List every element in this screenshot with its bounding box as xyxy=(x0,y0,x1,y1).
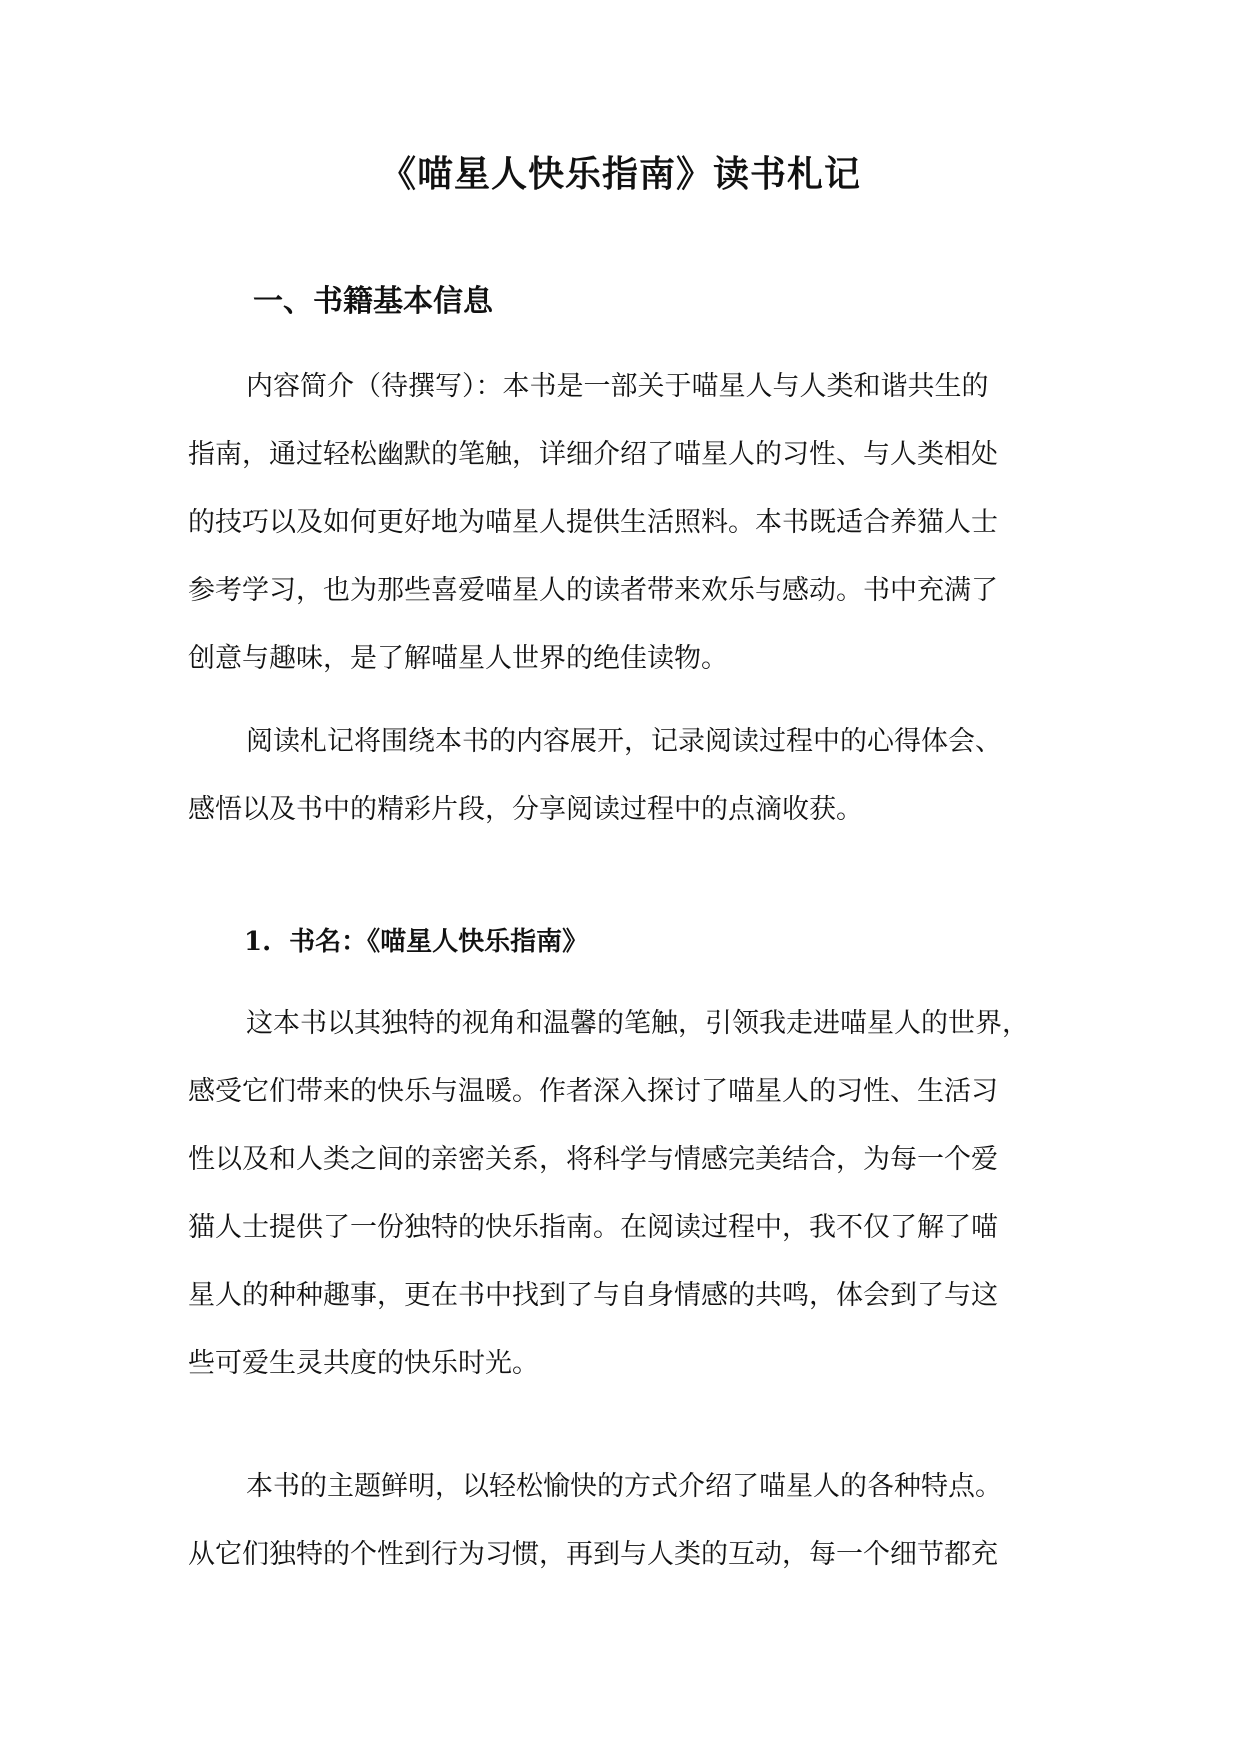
body-line: 性以及和人类之间的亲密关系，将科学与情感完美结合，为每一个爱 xyxy=(188,1144,998,1175)
section-heading-book-info: 一、书籍基本信息 xyxy=(253,284,493,319)
subsection-heading-book-name xyxy=(244,922,588,962)
subsection-heading-text: 书名：《喵星人快乐指南》 xyxy=(289,927,589,957)
intro-line: 的技巧以及如何更好地为喵星人提供生活照料。本书既适合养猫人士 xyxy=(188,507,998,538)
body-line: 这本书以其独特的视角和温馨的笔触，引领我走进喵星人的世界， xyxy=(246,1008,1029,1039)
reading-notes-paragraph xyxy=(188,708,1058,844)
body-line: 从它们独特的个性到行为习惯，再到与人类的互动，每一个细节都充 xyxy=(188,1539,998,1570)
intro-line: 创意与趣味，是了解喵星人世界的绝佳读物。 xyxy=(188,643,728,674)
body-paragraph xyxy=(188,1453,1058,1589)
intro-line: 指南，通过轻松幽默的笔触，详细介绍了喵星人的习性、与人类相处 xyxy=(188,439,998,470)
body-line: 星人的种种趣事，更在书中找到了与自身情感的共鸣，体会到了与这 xyxy=(188,1280,998,1311)
notes-line: 感悟以及书中的精彩片段，分享阅读过程中的点滴收获。 xyxy=(188,794,863,825)
intro-line: 参考学习，也为那些喜爱喵星人的读者带来欢乐与感动。书中充满了 xyxy=(188,575,998,606)
body-paragraph xyxy=(188,990,1058,1398)
body-line: 本书的主题鲜明，以轻松愉快的方式介绍了喵星人的各种特点。 xyxy=(246,1471,1002,1502)
body-line: 猫人士提供了一份独特的快乐指南。在阅读过程中，我不仅了解了喵 xyxy=(188,1212,998,1243)
notes-line: 阅读札记将围绕本书的内容展开，记录阅读过程中的心得体会、 xyxy=(246,726,1002,757)
document-title: 《喵星人快乐指南》读书札记 xyxy=(379,153,861,195)
body-line: 感受它们带来的快乐与温暖。作者深入探讨了喵星人的习性、生活习 xyxy=(188,1076,998,1107)
intro-paragraph xyxy=(188,353,1058,693)
intro-line: 内容简介（待撰写）：本书是一部关于喵星人与人类和谐共生的 xyxy=(246,371,989,402)
subsection-number: 1. xyxy=(244,927,272,957)
body-line: 些可爱生灵共度的快乐时光。 xyxy=(188,1348,539,1379)
